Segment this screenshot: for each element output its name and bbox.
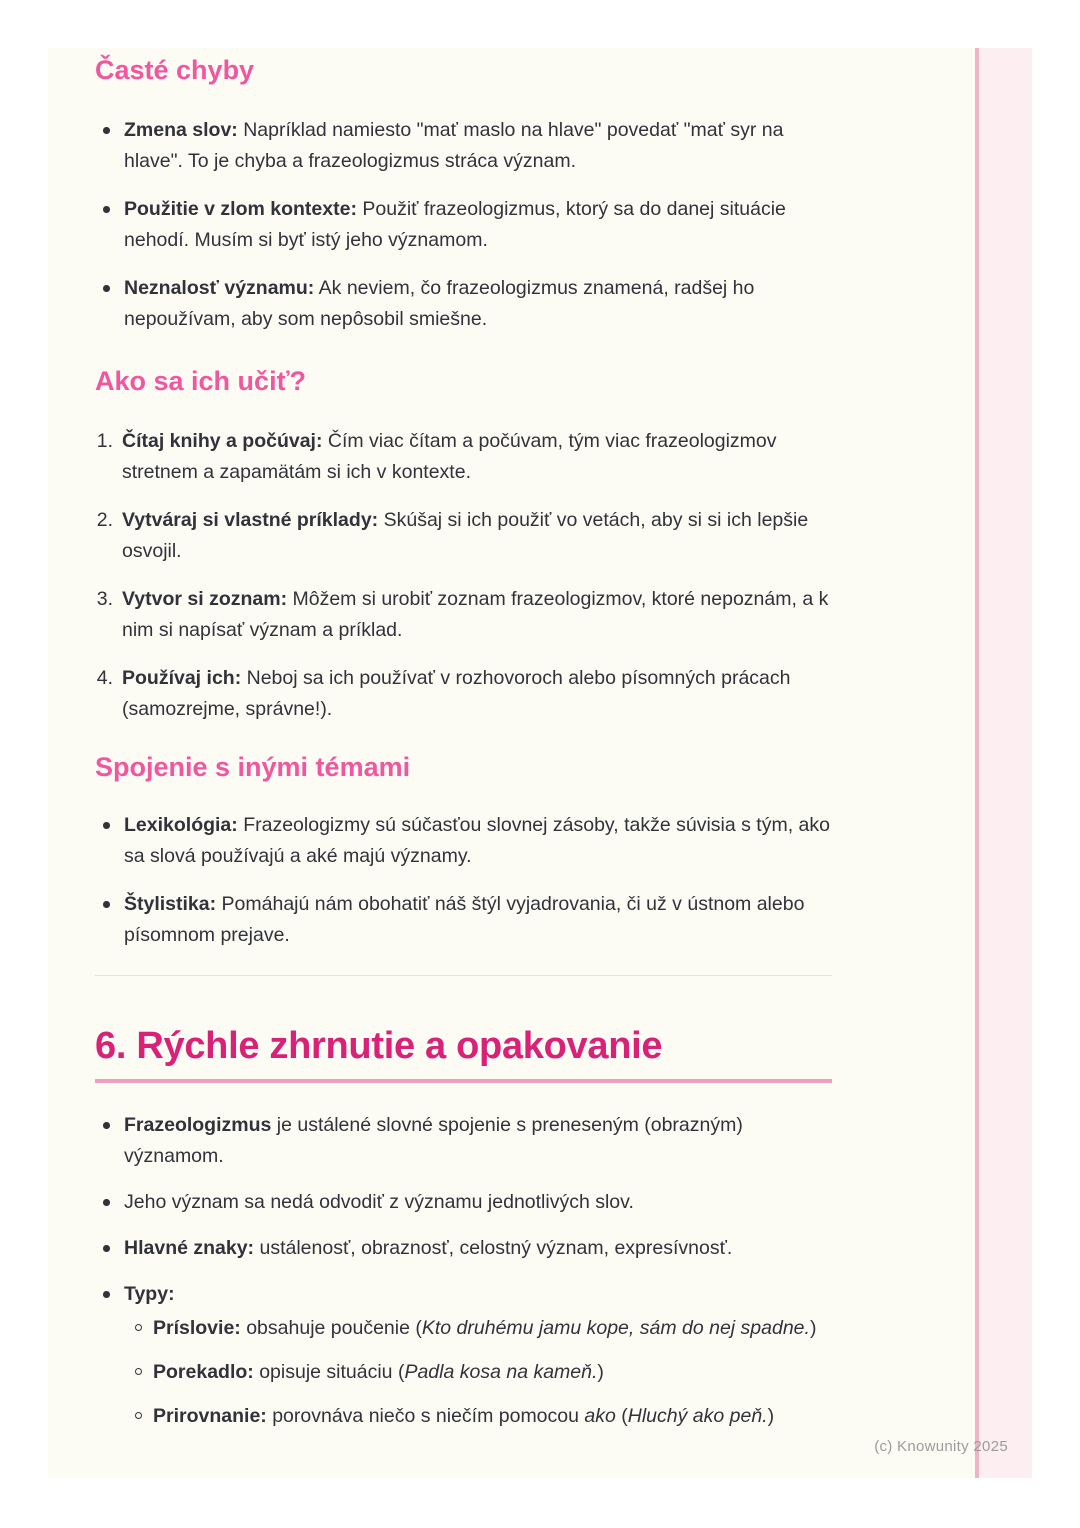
text-run: ) [597,1361,604,1383]
sublist-item [124,1357,832,1388]
text-run: Skúšaj si ich použiť vo vetách, aby si si ich lepšie osvojil. [122,509,809,562]
text-run: Jeho význam sa nedá odvodiť z významu jednotlivých slov. [124,1191,634,1213]
list-item [95,1187,832,1218]
bold-run: Porekadlo: [153,1361,254,1383]
list-item [95,273,832,335]
text-run: ) [767,1405,775,1427]
list-item [95,889,832,951]
bold-run: Hlavné znaky: [124,1237,255,1259]
text-run: obsahuje poučenie ( [240,1317,422,1339]
list-item [95,505,832,567]
bold-run: Typy: [124,1283,175,1305]
section-title-spojenie: Spojenie s inými témami [95,752,411,782]
section-title-ako-sa-ich-ucit: Ako sa ich učiť? [95,366,306,396]
note-paper [48,48,1032,1478]
typy-sublist [124,1313,832,1432]
italic-run: Padla kosa na kameň. [404,1361,598,1383]
bold-run: Neznalosť významu: [124,277,315,299]
text-run: ( [615,1405,628,1427]
list-item [95,584,832,646]
text-run: Napríklad namiesto "mať maslo na hlave" povedať "mať syr na hlave". To je chyba a frazeologizmus stráca význam. [124,119,784,172]
text-run: ) [809,1317,817,1339]
bold-run: Štylistika: [124,893,217,915]
text-run: ustálenosť, obraznosť, celostný význam, expresívnosť. [254,1237,733,1259]
copyright-footer: (c) Knowunity 2025 [874,1438,1008,1455]
bold-run: Čítaj knihy a počúvaj: [122,430,323,452]
list-item [95,194,832,256]
text-run: Môžem si urobiť zoznam frazeologizmov, ktoré nepoznám, a k nim si napísať význam a príklad. [122,588,829,641]
note-content [95,48,832,1432]
chapter-title-underline [95,1079,832,1083]
text-run: Použiť frazeologizmus, ktorý sa do danej situácie nehodí. Musím si byť istý jeho významom. [124,198,786,251]
text-run: Pomáhajú nám obohatiť náš štýl vyjadrovania, či už v ústnom alebo písomnom prejave. [124,893,805,946]
text-run: Frazeologizmy sú súčasťou slovnej zásoby, takže súvisia s tým, ako sa slová používajú a aké majú významy. [124,814,830,867]
right-pink-stripe [975,48,1032,1478]
ucit-list [95,426,832,725]
text-run: porovnáva niečo s niečím pomocou [266,1405,585,1427]
text-run: Čím viac čítam a počúvam, tým viac frazeologizmov stretnem a zapamätám si ich v kontexte. [122,430,777,483]
bold-run: Príslovie: [153,1317,241,1339]
italic-run: Kto druhému jamu kope, sám do nej spadne. [421,1317,810,1339]
chapter-title: 6. Rýchle zhrnutie a opakovanie [95,1025,663,1067]
list-item [95,1233,832,1264]
bold-run: Frazeologizmus [124,1114,272,1136]
text-run: opisuje situáciu ( [253,1361,405,1383]
bold-run: Vytváraj si vlastné príklady: [122,509,379,531]
bold-run: Prirovnanie: [153,1405,267,1427]
text-run: Neboj sa ich používať v rozhovoroch alebo písomných prácach (samozrejme, správne!). [122,667,791,720]
list-item [95,810,832,872]
bold-run: Použitie v zlom kontexte: [124,198,357,220]
section-divider [95,975,832,976]
bold-run: Používaj ich: [122,667,242,689]
list-item [95,426,832,488]
text-run: je ustálené slovné spojenie s preneseným (obrazným) významom. [124,1114,743,1167]
zhrnutie-list [95,1110,832,1432]
italic-run: Hluchý ako peň. [627,1405,768,1427]
text-run: Ak neviem, čo frazeologizmus znamená, radšej ho nepoužívam, aby som nepôsobil smiešne. [124,277,755,330]
bold-run: Lexikológia: [124,814,238,836]
italic-run: ako [584,1405,616,1427]
sublist-item [124,1401,832,1432]
list-item [95,663,832,725]
bold-run: Vytvor si zoznam: [122,588,288,610]
list-item [95,1279,832,1432]
section-title-caste-chyby: Časté chyby [95,55,255,85]
chyby-list [95,115,832,335]
list-item [95,115,832,177]
bold-run: Zmena slov: [124,119,238,141]
list-item [95,1110,832,1172]
spojenie-list [95,810,832,951]
sublist-item [124,1313,832,1344]
